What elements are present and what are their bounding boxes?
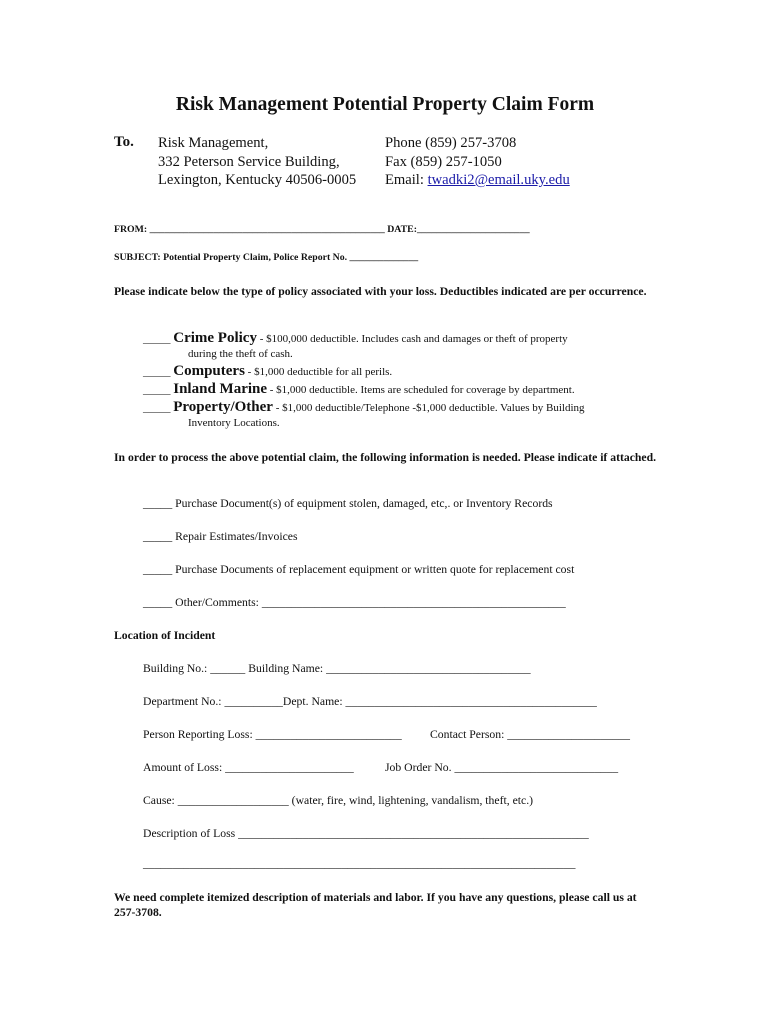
policy-blank: _____ [143,384,174,396]
policy-inland-marine [143,381,575,398]
policy-computers [143,363,392,380]
policy-crime-cont: during the theft of cash. [188,348,293,360]
email-row [385,171,570,190]
address-line-1: Risk Management, [158,135,269,151]
policy-instructions: Please indicate below the type of policy associated with your loss. Deductibles indicated are per occurrence. [114,285,647,298]
policy-crime [143,330,568,347]
policy-desc: - $1,000 deductible/Telephone -$1,000 deductible. Values by Building [272,402,585,414]
policy-property-other [143,399,585,416]
info-item-purchase-docs: _____ Purchase Document(s) of equipment stolen, damaged, etc,. or Inventory Records [143,497,553,510]
contact-person-field: Contact Person: _____________________ [430,728,630,741]
policy-blank: _____ [143,366,174,378]
info-item-other-comments: _____ Other/Comments: ____________________________________________________ [143,596,566,609]
policy-name: Inland Marine [173,381,268,397]
policy-name: Crime Policy [173,330,257,346]
cause-field: Cause: ___________________ (water, fire, wind, lightening, vandalism, theft, etc.) [143,794,534,807]
description-field: Description of Loss ____________________________________________________________ [143,827,589,840]
policy-blank: _____ [143,402,174,414]
from-date-line: FROM: ________________________________________________ DATE:_______________________ [114,224,530,235]
email-link[interactable]: twadki2@email.uky.edu [427,172,570,188]
person-reporting-field: Person Reporting Loss: _________________________ [143,728,402,741]
job-order-field: Job Order No. ____________________________ [385,761,619,774]
info-item-repair-estimates: _____ Repair Estimates/Invoices [143,530,298,543]
closing-note: We need complete itemized description of materials and labor. If you have any questions, please call us at 257-3708. [114,891,637,919]
contact-info [385,134,570,190]
policy-desc: - $100,000 deductible. Includes cash and damages or theft of property [256,333,568,345]
amount-of-loss-field: Amount of Loss: ______________________ [143,761,354,774]
to-label: To. [114,134,134,150]
policy-desc: - $1,000 deductible for all perils. [244,366,393,378]
email-prefix: Email: [385,172,428,188]
subject-line: SUBJECT: Potential Property Claim, Police Report No. ______________ [114,252,419,263]
phone-text: Phone (859) 257-3708 [385,135,517,151]
department-field: Department No.: __________Dept. Name: ___________________________________________ [143,695,597,708]
address-line-3: Lexington, Kentucky 40506-0005 [158,172,357,188]
policy-blank: _____ [143,333,174,345]
policy-name: Property/Other [173,399,273,415]
info-item-replacement-docs: _____ Purchase Documents of replacement equipment or written quote for replacement cost [143,563,575,576]
description-continuation: __________________________________________________________________________ [143,857,576,870]
building-field: Building No.: ______ Building Name: ___________________________________ [143,662,531,675]
recipient-address [158,134,356,190]
policy-name: Computers [173,363,245,379]
location-heading: Location of Incident [114,629,216,642]
policy-property-cont: Inventory Locations. [188,417,280,429]
policy-desc: - $1,000 deductible. Items are scheduled for coverage by department. [267,384,575,396]
info-instructions: In order to process the above potential claim, the following information is needed. Please indicate if attached. [114,451,657,464]
page-title: Risk Management Potential Property Claim Form [175,94,595,115]
address-line-2: 332 Peterson Service Building, [158,153,340,170]
fax-text: Fax (859) 257-1050 [385,153,502,170]
